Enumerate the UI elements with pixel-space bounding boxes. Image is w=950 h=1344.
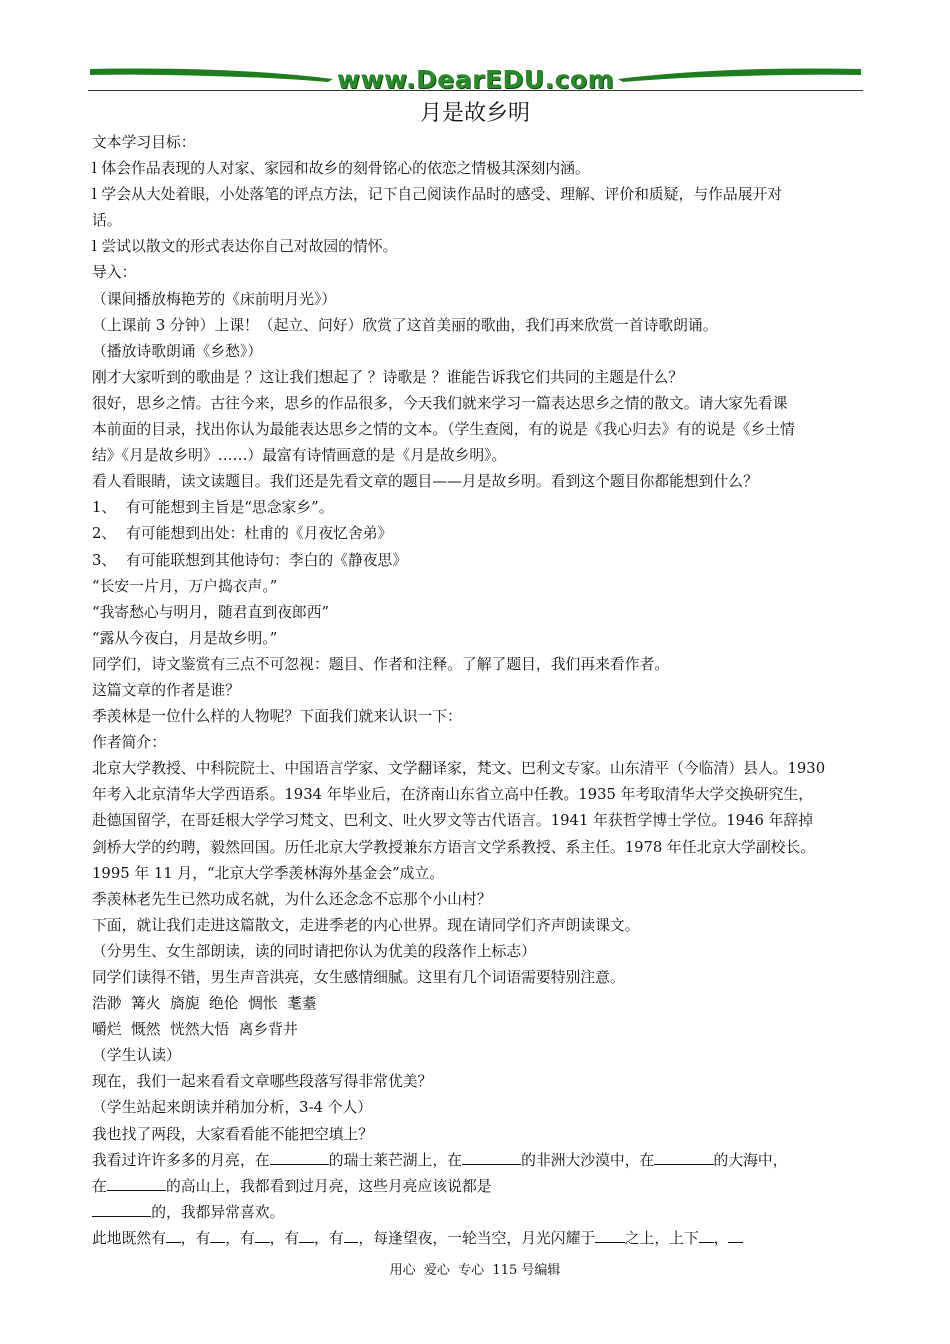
answer-blank[interactable]: [107, 1176, 166, 1191]
fill-text: 此地既然有: [92, 1229, 166, 1247]
numbered-item: [92, 495, 872, 521]
answer-blank[interactable]: [344, 1228, 359, 1243]
text-line: （课间播放梅艳芳的《床前明月光》）: [92, 290, 337, 308]
site-header-banner: [88, 60, 863, 100]
text-line: “露从今夜白，月是故乡明。”: [92, 629, 278, 647]
fill-text: 之上，上下: [624, 1229, 699, 1247]
header-divider: [88, 90, 863, 91]
fill-text: 的，我都异常喜欢。: [151, 1203, 285, 1221]
fill-text: 在: [92, 1177, 107, 1195]
answer-blank[interactable]: [699, 1228, 714, 1243]
answer-blank[interactable]: [166, 1228, 181, 1243]
answer-blank[interactable]: [728, 1228, 743, 1243]
text-line: （上课前 3 分钟）上课！（起立、问好）欣赏了这首美丽的歌曲，我们再来欣赏一首诗歌朗诵。: [92, 316, 718, 334]
text-line: 本前面的目录，找出你认为最能表达思乡之情的文本。（学生查阅，有的说是《我心归去》有的说是《乡土情: [92, 421, 795, 439]
answer-blank[interactable]: [270, 1150, 329, 1165]
item-number: 2、: [92, 525, 117, 543]
text-line: 看人看眼睛，读文读题目。我们还是先看文章的题目——月是故乡明。看到这个题目你都能想到什么？: [92, 473, 758, 491]
fill-text: ，有: [225, 1229, 255, 1247]
text-line: 季羡林是一位什么样的人物呢？下面我们就来认识一下：: [92, 708, 462, 726]
text-line: 同学们读得不错，男生声音洪亮，女生感情细腻。这里有几个词语需要特别注意。: [92, 969, 625, 986]
fill-text: ，: [713, 1229, 729, 1247]
fill-text: 的高山上，我都看到过月亮，这些月亮应该说都是: [166, 1177, 492, 1195]
numbered-item: [92, 521, 872, 547]
text-line: 我也找了两段，大家看看能不能把空填上？: [92, 1125, 374, 1143]
answer-blank[interactable]: [299, 1228, 314, 1243]
page-title: 月是故乡明: [419, 101, 530, 126]
item-number: 3、: [92, 551, 117, 569]
fill-text: ，有: [269, 1229, 300, 1247]
answer-blank[interactable]: [92, 1202, 151, 1217]
text-line: 文本学习目标：: [92, 134, 196, 151]
text-line: 季羡林老先生已然功成名就，为什么还念念不忘那个小山村？: [92, 890, 492, 908]
text-line: （播放诗歌朗诵《乡愁》）: [92, 342, 263, 360]
answer-blank[interactable]: [255, 1228, 270, 1243]
text-line: 结》《月是故乡明》……）最富有诗情画意的是《月是故乡明》。: [92, 447, 507, 465]
answer-blank[interactable]: [210, 1228, 225, 1243]
fill-in-line: [92, 1226, 872, 1252]
text-line: 导入：: [92, 264, 137, 282]
numbered-item: [92, 548, 872, 574]
site-logo[interactable]: www.DearEDU.com: [336, 65, 615, 94]
fill-in-line: [92, 1148, 872, 1174]
text-line: 年考入北京清华大学西语系。1934 年毕业后，在济南山东省立高中任教。1935 年考取清华大学交换研究生，: [92, 786, 813, 804]
document-body: [92, 130, 872, 1252]
text-line: 这篇文章的作者是谁？: [92, 681, 240, 699]
item-text: 有可能想到主旨是“思念家乡”。: [126, 499, 334, 517]
vocab-line: 嚼烂 慨然 恍然大悟 离乡背井: [92, 1021, 298, 1039]
text-line: 刚才大家听到的歌曲是 ？这让我们想起了 ？诗歌是 ？谁能告诉我它们共同的主题是什么？: [92, 368, 684, 386]
fill-in-line: [92, 1174, 872, 1200]
text-line: 剑桥大学的约聘，毅然回国。历任北京大学教授兼东方语言文学系教授、系主任。1978 年任北京大学副校长。: [92, 838, 816, 856]
fill-text: ，有: [180, 1229, 211, 1247]
fill-text: 的非洲大沙漠中，在: [521, 1151, 655, 1169]
item-number: 1、: [92, 499, 117, 517]
fill-text: 我看过许许多多的月亮，在: [92, 1151, 270, 1169]
text-line: （学生认读）: [92, 1047, 181, 1065]
answer-blank[interactable]: [595, 1228, 625, 1243]
text-line: “我寄愁心与明月，随君直到夜郎西”: [92, 603, 330, 621]
text-line: l 学会从大处着眼，小处落笔的评点方法，记下自己阅读作品时的感受、理解、评价和质疑，与作品展开对: [92, 186, 783, 204]
text-line: 赴德国留学，在哥廷根大学学习梵文、巴利文、吐火罗文等古代语言。1941 年获哲学博士学位。1946 年辞掉: [92, 812, 813, 830]
text-line: l 体会作品表现的人对家、家园和故乡的刻骨铭心的依恋之情极其深刻内涵。: [92, 160, 590, 178]
text-line: （学生站起来朗读并稍加分析，3-4 个人）: [92, 1099, 373, 1117]
fill-text: ，有: [314, 1229, 344, 1247]
text-line: l 尝试以散文的形式表达你自己对故园的情怀。: [92, 238, 398, 256]
fill-in-line: [92, 1200, 872, 1226]
fill-text: 的瑞士莱芒湖上，在: [328, 1151, 462, 1169]
answer-blank[interactable]: [654, 1150, 713, 1165]
text-line: 下面，就让我们走进这篇散文，走进季老的内心世界。现在请同学们齐声朗读课文。: [92, 916, 640, 934]
text-line: “长安一片月，万户捣衣声。”: [92, 577, 278, 595]
answer-blank[interactable]: [462, 1150, 521, 1165]
text-line: 很好，思乡之情。古往今来，思乡的作品很多，今天我们就来学习一篇表达思乡之情的散文。请大家先看课: [92, 394, 788, 412]
item-text: 有可能联想到其他诗句：李白的《静夜思》: [126, 551, 408, 569]
page-footer: 用心 爱心 专心 115 号编辑: [389, 1263, 561, 1278]
text-line: 作者简介：: [92, 734, 166, 752]
text-line: 现在，我们一起来看看文章哪些段落写得非常优美？: [92, 1073, 433, 1091]
text-line: （分男生、女生部朗读，读的同时请把你认为优美的段落作上标志）: [92, 942, 536, 960]
text-line: 1995 年 11 月，“北京大学季羡林海外基金会”成立。: [92, 864, 445, 882]
fill-text: 的大海中，: [713, 1151, 788, 1169]
fill-text: ，每逢望夜，一轮当空，月光闪耀于: [358, 1229, 596, 1247]
item-text: 有可能想到出处：杜甫的《月夜忆舍弟》: [126, 525, 393, 543]
text-line: 同学们，诗文鉴赏有三点不可忽视：题目、作者和注释。了解了题目，我们再来看作者。: [92, 655, 670, 673]
text-line: 话。: [92, 212, 122, 230]
text-line: 北京大学教授、中科院院士、中国语言学家、文学翻译家，梵文、巴利文专家。山东清平（今临清）县人。1930: [92, 760, 826, 778]
vocab-line: 浩渺 篝火 旖旎 绝伦 惆怅 耄耋: [92, 995, 317, 1013]
